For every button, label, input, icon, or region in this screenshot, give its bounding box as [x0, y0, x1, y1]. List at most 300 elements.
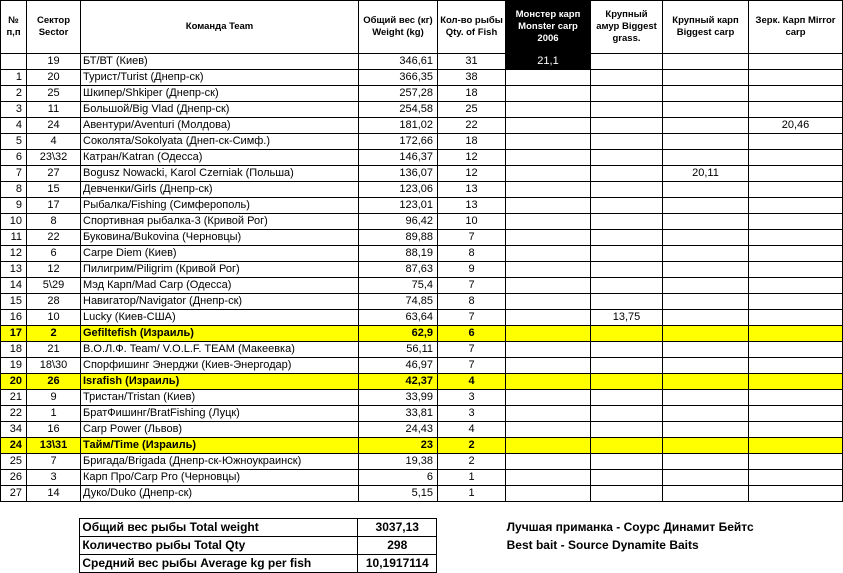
cell-row-number: 25 — [1, 454, 27, 470]
cell-total-weight: 75,4 — [359, 278, 438, 294]
cell-row-number: 8 — [1, 182, 27, 198]
cell-sector: 8 — [27, 214, 81, 230]
cell-team-name: Карп Про/Carp Pro (Черновцы) — [81, 470, 359, 486]
cell-sector: 10 — [27, 310, 81, 326]
cell-total-weight: 56,11 — [359, 342, 438, 358]
cell-mirror-carp — [749, 326, 843, 342]
table-row — [1, 118, 843, 134]
table-row — [1, 326, 843, 342]
cell-sector: 23\32 — [27, 150, 81, 166]
cell-biggest-grass — [591, 118, 663, 134]
cell-row-number: 21 — [1, 390, 27, 406]
cell-team-name: Israfish (Израиль) — [81, 374, 359, 390]
cell-total-weight: 6 — [359, 470, 438, 486]
cell-row-number: 26 — [1, 470, 27, 486]
cell-biggest-carp — [663, 422, 749, 438]
cell-fish-qty: 10 — [438, 214, 506, 230]
cell-total-weight: 181,02 — [359, 118, 438, 134]
cell-sector: 2 — [27, 326, 81, 342]
cell-fish-qty: 8 — [438, 246, 506, 262]
cell-biggest-carp — [663, 198, 749, 214]
total-qty-label: Количество рыбы Total Qty — [80, 537, 358, 555]
header-monster-carp: Монстер карп Monster carp 2006 — [506, 1, 591, 54]
cell-fish-qty: 22 — [438, 118, 506, 134]
cell-sector: 16 — [27, 422, 81, 438]
cell-mirror-carp — [749, 342, 843, 358]
cell-row-number: 1 — [1, 70, 27, 86]
cell-row-number: 3 — [1, 102, 27, 118]
cell-monster-carp — [506, 358, 591, 374]
cell-fish-qty: 12 — [438, 150, 506, 166]
cell-biggest-grass — [591, 470, 663, 486]
cell-team-name: Пилигрим/Piligrim (Кривой Рог) — [81, 262, 359, 278]
cell-mirror-carp — [749, 294, 843, 310]
cell-mirror-carp — [749, 470, 843, 486]
cell-total-weight: 88,19 — [359, 246, 438, 262]
cell-mirror-carp — [749, 198, 843, 214]
cell-biggest-grass — [591, 326, 663, 342]
cell-row-number: 34 — [1, 422, 27, 438]
cell-total-weight: 346,61 — [359, 54, 438, 70]
table-row — [1, 470, 843, 486]
cell-sector: 7 — [27, 454, 81, 470]
cell-fish-qty: 13 — [438, 182, 506, 198]
cell-fish-qty: 12 — [438, 166, 506, 182]
cell-biggest-carp — [663, 102, 749, 118]
cell-biggest-grass — [591, 230, 663, 246]
cell-total-weight: 19,38 — [359, 454, 438, 470]
cell-monster-carp — [506, 182, 591, 198]
cell-row-number: 17 — [1, 326, 27, 342]
cell-total-weight: 33,99 — [359, 390, 438, 406]
table-row — [1, 246, 843, 262]
cell-fish-qty: 18 — [438, 134, 506, 150]
cell-biggest-carp — [663, 54, 749, 70]
cell-biggest-grass — [591, 454, 663, 470]
cell-biggest-grass — [591, 246, 663, 262]
cell-team-name: Спорфишинг Энерджи (Киев-Энергодар) — [81, 358, 359, 374]
cell-total-weight: 136,07 — [359, 166, 438, 182]
cell-row-number: 12 — [1, 246, 27, 262]
table-row — [1, 166, 843, 182]
cell-row-number: 14 — [1, 278, 27, 294]
cell-biggest-carp — [663, 150, 749, 166]
cell-biggest-grass — [591, 406, 663, 422]
cell-monster-carp — [506, 294, 591, 310]
cell-fish-qty: 13 — [438, 198, 506, 214]
cell-monster-carp — [506, 262, 591, 278]
table-row — [1, 230, 843, 246]
cell-biggest-grass — [591, 422, 663, 438]
cell-biggest-grass — [591, 278, 663, 294]
cell-monster-carp — [506, 230, 591, 246]
header-num: № п,п — [1, 1, 27, 54]
cell-sector: 12 — [27, 262, 81, 278]
cell-biggest-carp — [663, 342, 749, 358]
total-weight-row — [0, 519, 843, 537]
cell-total-weight: 87,63 — [359, 262, 438, 278]
cell-sector: 11 — [27, 102, 81, 118]
cell-biggest-grass — [591, 150, 663, 166]
cell-team-name: Авентури/Aventuri (Молдова) — [81, 118, 359, 134]
cell-total-weight: 23 — [359, 438, 438, 454]
table-row — [1, 422, 843, 438]
table-row — [1, 406, 843, 422]
cell-biggest-grass — [591, 342, 663, 358]
total-qty-row — [0, 537, 843, 555]
cell-sector: 22 — [27, 230, 81, 246]
cell-biggest-carp — [663, 390, 749, 406]
cell-team-name: Навигатор/Navigator (Днепр-ск) — [81, 294, 359, 310]
best-bait-ru: Лучшая приманка - Соурс Динамит Бейтс — [506, 520, 754, 534]
cell-monster-carp — [506, 214, 591, 230]
table-row — [1, 54, 843, 70]
table-row — [1, 294, 843, 310]
cell-row-number — [1, 54, 27, 70]
table-body — [1, 54, 843, 502]
best-bait-en: Best bait - Source Dynamite Baits — [506, 538, 699, 552]
cell-row-number: 6 — [1, 150, 27, 166]
cell-mirror-carp — [749, 406, 843, 422]
header-weight: Общий вес (кг) Weight (kg) — [359, 1, 438, 54]
cell-biggest-grass — [591, 182, 663, 198]
header-biggest-carp: Крупный карп Biggest carp — [663, 1, 749, 54]
cell-biggest-carp — [663, 134, 749, 150]
cell-row-number: 4 — [1, 118, 27, 134]
cell-fish-qty: 2 — [438, 438, 506, 454]
cell-biggest-grass — [591, 438, 663, 454]
cell-monster-carp — [506, 198, 591, 214]
cell-monster-carp — [506, 454, 591, 470]
cell-biggest-grass — [591, 166, 663, 182]
total-weight-label: Общий вес рыбы Total weight — [80, 519, 358, 537]
cell-fish-qty: 1 — [438, 486, 506, 502]
cell-biggest-carp — [663, 326, 749, 342]
cell-fish-qty: 3 — [438, 406, 506, 422]
cell-mirror-carp — [749, 454, 843, 470]
cell-fish-qty: 7 — [438, 230, 506, 246]
table-row — [1, 486, 843, 502]
cell-row-number: 19 — [1, 358, 27, 374]
cell-fish-qty: 3 — [438, 390, 506, 406]
cell-row-number: 2 — [1, 86, 27, 102]
average-value: 10,1917114 — [358, 555, 437, 573]
cell-total-weight: 366,35 — [359, 70, 438, 86]
cell-team-name: Bogusz Nowacki, Karol Czerniak (Польша) — [81, 166, 359, 182]
cell-sector: 9 — [27, 390, 81, 406]
cell-sector: 27 — [27, 166, 81, 182]
cell-sector: 4 — [27, 134, 81, 150]
cell-biggest-carp — [663, 406, 749, 422]
cell-mirror-carp — [749, 246, 843, 262]
cell-fish-qty: 7 — [438, 342, 506, 358]
cell-mirror-carp — [749, 438, 843, 454]
cell-biggest-carp — [663, 374, 749, 390]
cell-monster-carp — [506, 326, 591, 342]
cell-row-number: 20 — [1, 374, 27, 390]
cell-biggest-carp — [663, 294, 749, 310]
cell-biggest-carp — [663, 86, 749, 102]
cell-fish-qty: 1 — [438, 470, 506, 486]
cell-monster-carp — [506, 246, 591, 262]
cell-sector: 28 — [27, 294, 81, 310]
cell-mirror-carp — [749, 134, 843, 150]
table-row — [1, 342, 843, 358]
cell-team-name: Спортивная рыбалка-3 (Кривой Рог) — [81, 214, 359, 230]
cell-row-number: 16 — [1, 310, 27, 326]
cell-total-weight: 172,66 — [359, 134, 438, 150]
total-qty-value: 298 — [358, 537, 437, 555]
cell-mirror-carp — [749, 166, 843, 182]
cell-fish-qty: 7 — [438, 310, 506, 326]
cell-team-name: Катран/Katran (Одесса) — [81, 150, 359, 166]
table-row — [1, 70, 843, 86]
cell-total-weight: 63,64 — [359, 310, 438, 326]
cell-biggest-carp: 20,11 — [663, 166, 749, 182]
cell-team-name: Gefiltefish (Израиль) — [81, 326, 359, 342]
cell-fish-qty: 2 — [438, 454, 506, 470]
table-row — [1, 102, 843, 118]
cell-biggest-grass — [591, 214, 663, 230]
cell-team-name: Lucky (Киев-США) — [81, 310, 359, 326]
cell-biggest-grass — [591, 486, 663, 502]
cell-team-name: Carp Power (Львов) — [81, 422, 359, 438]
table-row — [1, 86, 843, 102]
cell-monster-carp — [506, 390, 591, 406]
cell-row-number: 7 — [1, 166, 27, 182]
cell-mirror-carp — [749, 262, 843, 278]
cell-mirror-carp — [749, 358, 843, 374]
cell-total-weight: 96,42 — [359, 214, 438, 230]
cell-sector: 20 — [27, 70, 81, 86]
cell-fish-qty: 9 — [438, 262, 506, 278]
cell-total-weight: 24,43 — [359, 422, 438, 438]
cell-sector: 5\29 — [27, 278, 81, 294]
cell-row-number: 22 — [1, 406, 27, 422]
cell-mirror-carp — [749, 390, 843, 406]
cell-mirror-carp: 20,46 — [749, 118, 843, 134]
cell-monster-carp — [506, 438, 591, 454]
table-row — [1, 374, 843, 390]
cell-sector: 17 — [27, 198, 81, 214]
cell-team-name: Тайм/Time (Израиль) — [81, 438, 359, 454]
cell-biggest-carp — [663, 118, 749, 134]
cell-total-weight: 146,37 — [359, 150, 438, 166]
cell-biggest-carp — [663, 214, 749, 230]
cell-biggest-grass — [591, 198, 663, 214]
cell-mirror-carp — [749, 86, 843, 102]
table-row — [1, 310, 843, 326]
cell-team-name: БТ/ВТ (Киев) — [81, 54, 359, 70]
cell-total-weight: 33,81 — [359, 406, 438, 422]
header-qty: Кол-во рыбы Qty. of Fish — [438, 1, 506, 54]
cell-monster-carp — [506, 134, 591, 150]
cell-mirror-carp — [749, 182, 843, 198]
cell-monster-carp — [506, 86, 591, 102]
table-row — [1, 278, 843, 294]
table-row — [1, 262, 843, 278]
cell-row-number: 13 — [1, 262, 27, 278]
cell-monster-carp — [506, 102, 591, 118]
table-row — [1, 390, 843, 406]
cell-row-number: 27 — [1, 486, 27, 502]
cell-mirror-carp — [749, 102, 843, 118]
cell-team-name: Соколята/Sokolyata (Днеп-ск-Симф.) — [81, 134, 359, 150]
cell-mirror-carp — [749, 310, 843, 326]
cell-biggest-grass — [591, 134, 663, 150]
cell-monster-carp — [506, 310, 591, 326]
cell-mirror-carp — [749, 278, 843, 294]
header-mirror-carp: Зерк. Карп Mirror carp — [749, 1, 843, 54]
cell-mirror-carp — [749, 70, 843, 86]
cell-biggest-carp — [663, 182, 749, 198]
cell-fish-qty: 4 — [438, 422, 506, 438]
cell-mirror-carp — [749, 230, 843, 246]
table-row — [1, 134, 843, 150]
cell-monster-carp — [506, 486, 591, 502]
cell-team-name: Большой/Big Vlad (Днепр-ск) — [81, 102, 359, 118]
cell-fish-qty: 31 — [438, 54, 506, 70]
cell-total-weight: 74,85 — [359, 294, 438, 310]
cell-fish-qty: 6 — [438, 326, 506, 342]
cell-sector: 18\30 — [27, 358, 81, 374]
cell-total-weight: 123,01 — [359, 198, 438, 214]
cell-biggest-carp — [663, 262, 749, 278]
cell-biggest-grass — [591, 102, 663, 118]
cell-biggest-grass — [591, 54, 663, 70]
cell-fish-qty: 7 — [438, 358, 506, 374]
cell-sector: 14 — [27, 486, 81, 502]
cell-team-name: Тристан/Tristan (Киев) — [81, 390, 359, 406]
cell-total-weight: 46,97 — [359, 358, 438, 374]
average-label: Средний вес рыбы Average kg per fish — [80, 555, 358, 573]
cell-team-name: БратФишинг/BratFishing (Луцк) — [81, 406, 359, 422]
cell-row-number: 24 — [1, 438, 27, 454]
cell-fish-qty: 25 — [438, 102, 506, 118]
cell-mirror-carp — [749, 150, 843, 166]
cell-biggest-carp — [663, 230, 749, 246]
cell-sector: 13\31 — [27, 438, 81, 454]
cell-total-weight: 5,15 — [359, 486, 438, 502]
cell-sector: 15 — [27, 182, 81, 198]
cell-biggest-carp — [663, 438, 749, 454]
cell-monster-carp — [506, 406, 591, 422]
cell-biggest-grass: 13,75 — [591, 310, 663, 326]
cell-row-number: 18 — [1, 342, 27, 358]
cell-biggest-carp — [663, 454, 749, 470]
average-row — [0, 555, 843, 573]
table-row — [1, 358, 843, 374]
cell-biggest-grass — [591, 374, 663, 390]
cell-monster-carp — [506, 118, 591, 134]
cell-biggest-carp — [663, 310, 749, 326]
table-row — [1, 454, 843, 470]
header-biggest-grass: Крупный амур Biggest grass. — [591, 1, 663, 54]
cell-sector: 1 — [27, 406, 81, 422]
cell-row-number: 5 — [1, 134, 27, 150]
cell-row-number: 11 — [1, 230, 27, 246]
header-row — [1, 1, 843, 54]
cell-monster-carp — [506, 278, 591, 294]
cell-total-weight: 62,9 — [359, 326, 438, 342]
cell-biggest-carp — [663, 470, 749, 486]
table-row — [1, 198, 843, 214]
cell-row-number: 9 — [1, 198, 27, 214]
cell-row-number: 15 — [1, 294, 27, 310]
cell-sector: 25 — [27, 86, 81, 102]
table-row — [1, 438, 843, 454]
cell-total-weight: 123,06 — [359, 182, 438, 198]
cell-biggest-carp — [663, 70, 749, 86]
cell-fish-qty: 7 — [438, 278, 506, 294]
cell-monster-carp — [506, 150, 591, 166]
cell-team-name: Шкипер/Shkiper (Днепр-ск) — [81, 86, 359, 102]
cell-biggest-grass — [591, 70, 663, 86]
table-row — [1, 150, 843, 166]
cell-total-weight: 257,28 — [359, 86, 438, 102]
cell-total-weight: 42,37 — [359, 374, 438, 390]
cell-monster-carp — [506, 374, 591, 390]
cell-fish-qty: 4 — [438, 374, 506, 390]
cell-team-name: Турист/Turist (Днепр-ск) — [81, 70, 359, 86]
cell-monster-carp — [506, 470, 591, 486]
cell-team-name: В.О.Л.Ф. Team/ V.O.L.F. TEAM (Макеевка) — [81, 342, 359, 358]
cell-sector: 26 — [27, 374, 81, 390]
cell-biggest-grass — [591, 86, 663, 102]
cell-monster-carp: 21,1 — [506, 54, 591, 70]
header-team: Команда Team — [81, 1, 359, 54]
cell-monster-carp — [506, 342, 591, 358]
cell-biggest-grass — [591, 358, 663, 374]
cell-fish-qty: 38 — [438, 70, 506, 86]
cell-fish-qty: 8 — [438, 294, 506, 310]
cell-team-name: Девченки/Girls (Днепр-ск) — [81, 182, 359, 198]
table-row — [1, 182, 843, 198]
cell-team-name: Мэд Карп/Mad Carp (Одесса) — [81, 278, 359, 294]
cell-team-name: Бригада/Brigada (Днепр-ск-Южноукраинск) — [81, 454, 359, 470]
cell-monster-carp — [506, 166, 591, 182]
cell-biggest-carp — [663, 358, 749, 374]
cell-sector: 3 — [27, 470, 81, 486]
cell-biggest-grass — [591, 294, 663, 310]
cell-mirror-carp — [749, 214, 843, 230]
cell-total-weight: 89,88 — [359, 230, 438, 246]
cell-sector: 19 — [27, 54, 81, 70]
cell-biggest-carp — [663, 278, 749, 294]
cell-sector: 24 — [27, 118, 81, 134]
cell-team-name: Буковина/Bukovina (Черновцы) — [81, 230, 359, 246]
cell-biggest-carp — [663, 486, 749, 502]
cell-mirror-carp — [749, 374, 843, 390]
totals-table — [0, 518, 843, 573]
cell-fish-qty: 18 — [438, 86, 506, 102]
total-weight-value: 3037,13 — [358, 519, 437, 537]
cell-row-number: 10 — [1, 214, 27, 230]
cell-mirror-carp — [749, 422, 843, 438]
cell-monster-carp — [506, 70, 591, 86]
header-sector: Сектор Sector — [27, 1, 81, 54]
cell-total-weight: 254,58 — [359, 102, 438, 118]
table-row — [1, 214, 843, 230]
cell-team-name: Рыбалка/Fishing (Симферополь) — [81, 198, 359, 214]
cell-sector: 6 — [27, 246, 81, 262]
cell-biggest-grass — [591, 390, 663, 406]
cell-biggest-carp — [663, 246, 749, 262]
cell-biggest-grass — [591, 262, 663, 278]
cell-mirror-carp — [749, 486, 843, 502]
cell-mirror-carp — [749, 54, 843, 70]
cell-team-name: Дуко/Duko (Днепр-ск) — [81, 486, 359, 502]
